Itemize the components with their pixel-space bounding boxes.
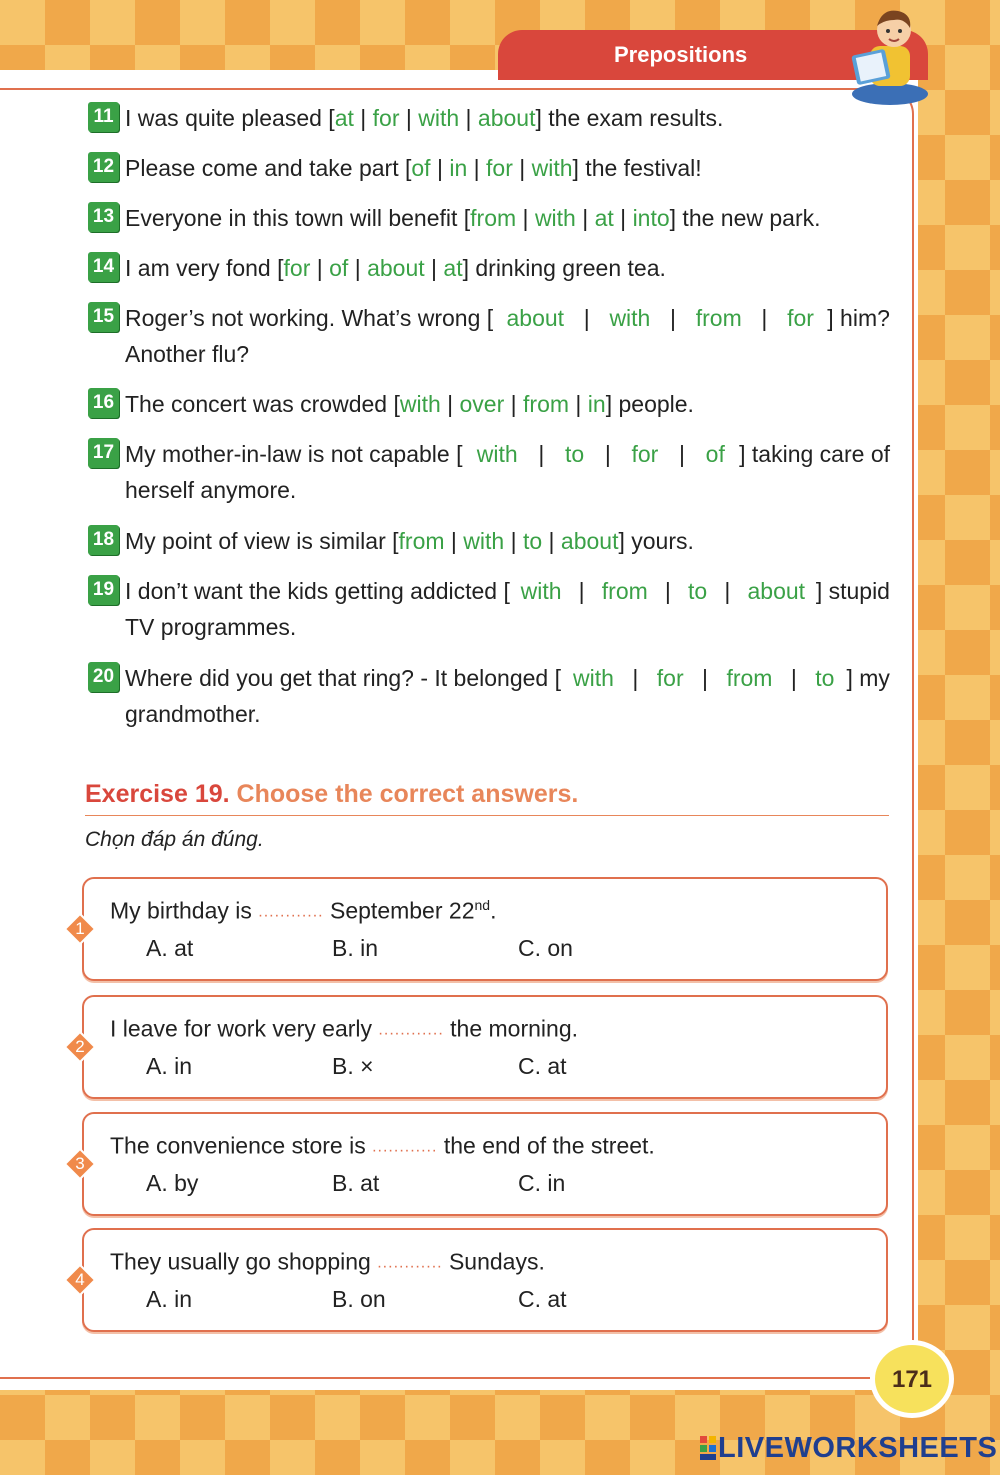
- mc-option[interactable]: C. in: [518, 1170, 566, 1196]
- question-13: [88, 200, 890, 236]
- question-text-segment: |: [695, 665, 715, 691]
- answer-choice[interactable]: from: [726, 665, 773, 691]
- question-line: [125, 250, 890, 286]
- answer-choice[interactable]: about: [477, 105, 536, 131]
- question-number-badge: 13: [88, 202, 119, 232]
- question-text: [125, 300, 890, 372]
- question-19: [88, 573, 890, 645]
- answer-choice[interactable]: for: [631, 441, 659, 467]
- question-18: [88, 523, 890, 559]
- mc-option[interactable]: C. at: [518, 1286, 567, 1312]
- question-text: [125, 150, 890, 186]
- question-text-segment: herself anymore.: [125, 477, 297, 503]
- page-number: 171: [870, 1340, 954, 1418]
- question-text-segment: |: [348, 255, 368, 281]
- mc-stem-text: They usually go shopping: [110, 1248, 378, 1275]
- question-text-segment: ] stupid: [815, 578, 890, 604]
- question-text-segment: |: [310, 255, 330, 281]
- mc-number-badge: [64, 1148, 96, 1180]
- question-text-segment: |: [625, 665, 645, 691]
- question-text-segment: I don’t want the kids getting addicted [: [125, 578, 510, 604]
- mc-option[interactable]: B. in: [332, 935, 379, 961]
- question-number-badge: 11: [88, 102, 119, 132]
- answer-choice[interactable]: for: [656, 665, 684, 691]
- answer-choice[interactable]: for: [787, 305, 814, 331]
- mc-number-badge: [64, 913, 96, 945]
- answer-choice[interactable]: of: [411, 155, 431, 181]
- question-text-segment: TV programmes.: [125, 614, 297, 640]
- mc-question-1: [75, 877, 888, 981]
- question-text-segment: ] the exam results.: [535, 105, 724, 131]
- question-text-segment: ] taking care of: [739, 441, 890, 467]
- question-number-badge: 15: [88, 302, 119, 332]
- liveworksheets-logo-icon: [700, 1436, 716, 1460]
- question-text-segment: |: [516, 205, 535, 231]
- question-text-segment: |: [755, 305, 774, 331]
- mc-number-badge: [64, 1264, 96, 1296]
- answer-choice[interactable]: to: [688, 578, 708, 604]
- answer-choice[interactable]: into: [632, 205, 670, 231]
- mc-option[interactable]: A. by: [146, 1170, 199, 1196]
- answer-choice[interactable]: about: [367, 255, 425, 281]
- question-text-segment: Please come and take part [: [125, 155, 412, 181]
- question-number-badge: 12: [88, 152, 119, 182]
- answer-choice[interactable]: for: [372, 105, 400, 131]
- answer-choice[interactable]: with: [476, 441, 518, 467]
- answer-blank[interactable]: ............: [258, 903, 324, 921]
- question-text-segment: My mother-in-law is not capable [: [125, 441, 463, 467]
- question-text: [125, 660, 890, 732]
- question-text-segment: Everyone in this town will benefit [: [125, 205, 471, 231]
- question-text: [125, 200, 890, 236]
- answer-choice[interactable]: with: [520, 578, 562, 604]
- question-number-badge: 17: [88, 438, 119, 468]
- question-text-segment: |: [717, 578, 737, 604]
- question-text-segment: The concert was crowded [: [125, 391, 400, 417]
- section-title: Prepositions: [614, 42, 748, 67]
- question-number-badge: 18: [88, 525, 119, 555]
- mc-stem-text: September 22: [323, 897, 475, 924]
- question-text-segment: Another flu?: [125, 341, 250, 367]
- question-text-segment: |: [353, 105, 373, 131]
- exercise-instruction: Choose the correct answers.: [229, 780, 579, 808]
- mc-stem: [110, 1015, 578, 1043]
- question-16: [88, 386, 890, 422]
- question-text: [125, 100, 890, 136]
- mc-number: 3: [75, 1154, 85, 1173]
- question-text-segment: |: [512, 155, 532, 181]
- answer-choice[interactable]: about: [560, 528, 619, 554]
- question-text-segment: |: [569, 391, 588, 417]
- answer-choice[interactable]: about: [747, 578, 806, 604]
- answer-choice[interactable]: with: [463, 528, 505, 554]
- question-text-segment: |: [531, 441, 551, 467]
- exercise-subtitle: Chọn đáp án đúng.: [85, 828, 264, 851]
- question-11: [88, 100, 890, 136]
- mc-number: 4: [75, 1270, 85, 1289]
- reading-boy-illustration: [846, 2, 932, 106]
- question-20: [88, 660, 890, 732]
- question-number-badge: 16: [88, 388, 119, 418]
- answer-choice[interactable]: at: [334, 105, 354, 131]
- mc-stem-text: I leave for work very early: [110, 1015, 379, 1042]
- question-line: [125, 336, 890, 372]
- mc-option[interactable]: C. on: [518, 935, 573, 961]
- question-text-segment: |: [658, 578, 678, 604]
- question-text-segment: |: [430, 155, 450, 181]
- answer-choice[interactable]: with: [573, 665, 614, 691]
- mc-stem: [110, 1248, 545, 1276]
- question-14: [88, 250, 890, 286]
- question-text: [125, 436, 890, 508]
- question-line: [125, 609, 890, 645]
- answer-blank[interactable]: ............: [378, 1021, 444, 1039]
- answer-choice[interactable]: from: [470, 205, 517, 231]
- mc-option[interactable]: B. ×: [332, 1053, 374, 1079]
- question-number-badge: 19: [88, 575, 119, 605]
- answer-choice[interactable]: of: [329, 255, 349, 281]
- question-text: [125, 250, 890, 286]
- mc-option[interactable]: A. in: [146, 1286, 193, 1312]
- question-line: [125, 573, 890, 609]
- answer-choice[interactable]: at: [594, 205, 614, 231]
- mc-stem-text: nd: [474, 897, 491, 913]
- answer-choice[interactable]: from: [398, 528, 445, 554]
- answer-choice[interactable]: at: [443, 255, 463, 281]
- mc-option[interactable]: C. at: [518, 1053, 567, 1079]
- mc-question-2: [75, 995, 888, 1099]
- mc-number: 2: [75, 1037, 85, 1056]
- question-text-segment: |: [542, 528, 561, 554]
- question-text-segment: grandmother.: [125, 701, 261, 727]
- answer-choice[interactable]: with: [609, 305, 651, 331]
- question-text-segment: |: [663, 305, 683, 331]
- question-text-segment: |: [504, 528, 523, 554]
- question-text-segment: |: [572, 578, 592, 604]
- mc-stem-text: Sundays.: [442, 1248, 545, 1275]
- answer-choice[interactable]: in: [587, 391, 606, 417]
- question-text-segment: ] my: [846, 665, 890, 691]
- question-line: [125, 386, 890, 422]
- mc-stem-text: the end of the street.: [437, 1132, 655, 1159]
- question-line: [125, 696, 890, 732]
- answer-choice[interactable]: for: [283, 255, 311, 281]
- question-text: [125, 386, 890, 422]
- answer-choice[interactable]: to: [564, 441, 585, 467]
- answer-choice[interactable]: with: [531, 155, 573, 181]
- question-15: [88, 300, 890, 372]
- answer-choice[interactable]: in: [449, 155, 468, 181]
- mc-stem-text: the morning.: [443, 1015, 579, 1042]
- question-17: [88, 436, 890, 508]
- mc-option[interactable]: A. in: [146, 1053, 193, 1079]
- question-text-segment: ] yours.: [618, 528, 694, 554]
- question-text-segment: I was quite pleased [: [125, 105, 335, 131]
- answer-choice[interactable]: from: [695, 305, 742, 331]
- footer-brand: [700, 1432, 997, 1465]
- answer-blank[interactable]: ............: [377, 1254, 443, 1272]
- answer-choice[interactable]: with: [534, 205, 576, 231]
- question-text-segment: ] people.: [605, 391, 694, 417]
- question-text-segment: |: [504, 391, 524, 417]
- answer-choice[interactable]: from: [601, 578, 648, 604]
- answer-choice[interactable]: of: [705, 441, 725, 467]
- question-text-segment: |: [672, 441, 692, 467]
- answer-choice[interactable]: to: [522, 528, 543, 554]
- answer-choice[interactable]: with: [399, 391, 441, 417]
- question-text-segment: Where did you get that ring? - It belonged [: [125, 665, 561, 691]
- exercise-number: Exercise 19.: [85, 780, 230, 808]
- question-text-segment: |: [459, 105, 478, 131]
- question-text-segment: |: [424, 255, 444, 281]
- question-text-segment: |: [444, 528, 464, 554]
- answer-blank[interactable]: ............: [372, 1138, 438, 1156]
- mc-stem-text: The convenience store is: [110, 1132, 373, 1159]
- mc-stem: [110, 1132, 655, 1160]
- mc-question-4: [75, 1228, 888, 1332]
- question-text-segment: ] the festival!: [572, 155, 702, 181]
- question-text-segment: |: [784, 665, 804, 691]
- answer-choice[interactable]: for: [486, 155, 513, 181]
- question-text: [125, 573, 890, 645]
- question-text-segment: |: [575, 205, 595, 231]
- question-text-segment: |: [598, 441, 618, 467]
- question-text-segment: I am very fond [: [125, 255, 284, 281]
- mc-option[interactable]: A. at: [146, 935, 194, 961]
- mc-option[interactable]: B. at: [332, 1170, 380, 1196]
- footer-brand-text: LIVEWORKSHEETS: [718, 1432, 998, 1464]
- question-line: [125, 523, 890, 559]
- question-number-badge: 20: [88, 662, 119, 692]
- question-text-segment: My point of view is similar [: [125, 528, 399, 554]
- answer-choice[interactable]: from: [523, 391, 570, 417]
- mc-question-3: [75, 1112, 888, 1216]
- mc-stem-text: .: [490, 897, 497, 924]
- mc-number-badge: [64, 1031, 96, 1063]
- answer-choice[interactable]: over: [459, 391, 505, 417]
- mc-option[interactable]: B. on: [332, 1286, 386, 1312]
- question-text-segment: |: [467, 155, 487, 181]
- question-text-segment: ] him?: [827, 305, 890, 331]
- mc-stem: [110, 897, 496, 925]
- question-line: [125, 100, 890, 136]
- question-text: [125, 523, 890, 559]
- question-line: [125, 300, 890, 336]
- question-text-segment: ] the new park.: [669, 205, 821, 231]
- footer-divider: [0, 1377, 870, 1379]
- exercise-heading: [85, 780, 889, 816]
- mc-number: 1: [75, 919, 85, 938]
- question-12: [88, 150, 890, 186]
- question-line: [125, 150, 890, 186]
- answer-choice[interactable]: about: [506, 305, 565, 331]
- question-line: [125, 436, 890, 472]
- question-text-segment: |: [399, 105, 419, 131]
- question-line: [125, 472, 890, 508]
- question-text-segment: Roger’s not working. What’s wrong [: [125, 305, 494, 331]
- answer-choice[interactable]: with: [418, 105, 460, 131]
- question-line: [125, 660, 890, 696]
- answer-choice[interactable]: to: [815, 665, 835, 691]
- question-text-segment: |: [577, 305, 597, 331]
- question-line: [125, 200, 890, 236]
- question-text-segment: ] drinking green tea.: [462, 255, 666, 281]
- question-number-badge: 14: [88, 252, 119, 282]
- mc-stem-text: My birthday is: [110, 897, 259, 924]
- question-text-segment: |: [440, 391, 460, 417]
- question-text-segment: |: [613, 205, 633, 231]
